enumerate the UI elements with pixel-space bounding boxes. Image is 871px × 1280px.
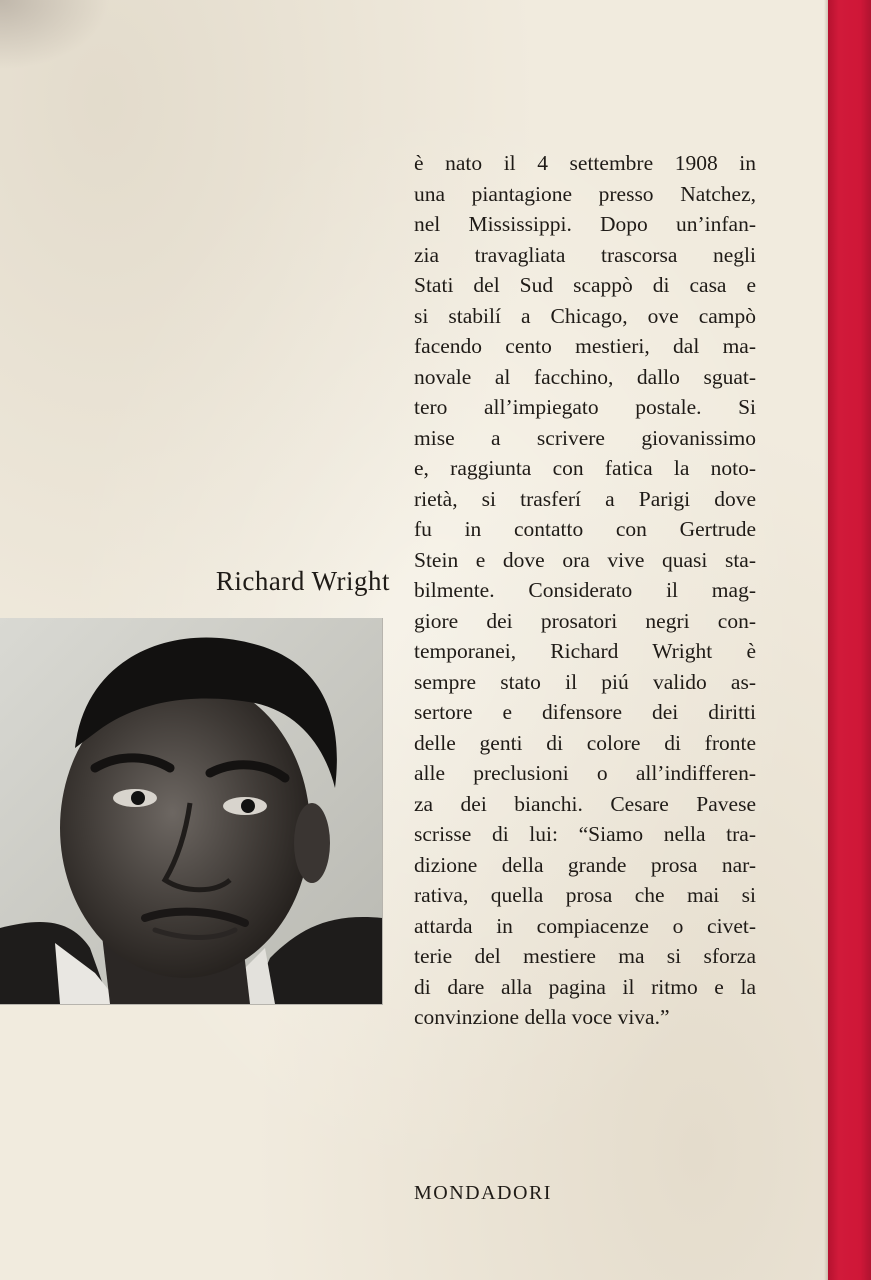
author-portrait-photo — [0, 618, 383, 1005]
bio-line: rativa, quella prosa che mai si — [414, 883, 756, 907]
bio-line: è nato il 4 settembre 1908 in — [414, 151, 756, 175]
bio-line: novale al facchino, dallo sguat- — [414, 364, 756, 389]
bio-line: convinzione della voce viva.” — [414, 1005, 670, 1029]
bio-line: bilmente. Considerato il mag- — [414, 578, 756, 602]
red-spine — [828, 0, 871, 1280]
bio-line: rietà, si trasferí a Parigi dove — [414, 486, 756, 511]
bio-line: facendo cento mestieri, dal ma- — [414, 334, 756, 358]
bio-line: giore dei prosatori negri con- — [414, 608, 756, 633]
bio-line: mise a scrivere giovanissimo — [414, 425, 756, 450]
bio-line: sertore e difensore dei diritti — [414, 700, 756, 724]
author-biography — [414, 148, 756, 1033]
author-name: Richard Wright — [215, 566, 390, 596]
bio-line: una piantagione presso Natchez, — [414, 181, 756, 206]
bio-line: za dei bianchi. Cesare Pavese — [414, 791, 756, 816]
bio-line: dizione della grande prosa nar- — [414, 852, 756, 877]
bio-line: zia travagliata trascorsa negli — [414, 242, 756, 267]
bio-line: di dare alla pagina il ritmo e la — [414, 974, 756, 999]
bio-line: Stein e dove ora vive quasi sta- — [414, 547, 756, 572]
bio-line: si stabilí a Chicago, ove campò — [414, 303, 756, 328]
bio-line: attarda in compiacenze o civet- — [414, 913, 756, 938]
bio-line: tero all’impiegato postale. Si — [414, 395, 756, 419]
bio-line: scrisse di lui: “Siamo nella tra- — [414, 822, 756, 846]
bio-line: delle genti di colore di fronte — [414, 730, 756, 755]
bio-line: alle preclusioni o all’indifferen- — [414, 761, 756, 785]
bio-line: fu in contatto con Gertrude — [414, 517, 756, 541]
bio-line: terie del mestiere ma si sforza — [414, 944, 756, 968]
portrait-illustration — [0, 618, 382, 1004]
bio-line: e, raggiunta con fatica la noto- — [414, 456, 756, 480]
bio-line: nel Mississippi. Dopo un’infan- — [414, 212, 756, 236]
publisher-name: MONDADORI — [414, 1182, 552, 1204]
bio-line: temporanei, Richard Wright è — [414, 639, 756, 663]
bio-line: Stati del Sud scappò di casa e — [414, 273, 756, 297]
corner-wear — [0, 0, 110, 70]
bio-line: sempre stato il piú valido as- — [414, 669, 756, 694]
